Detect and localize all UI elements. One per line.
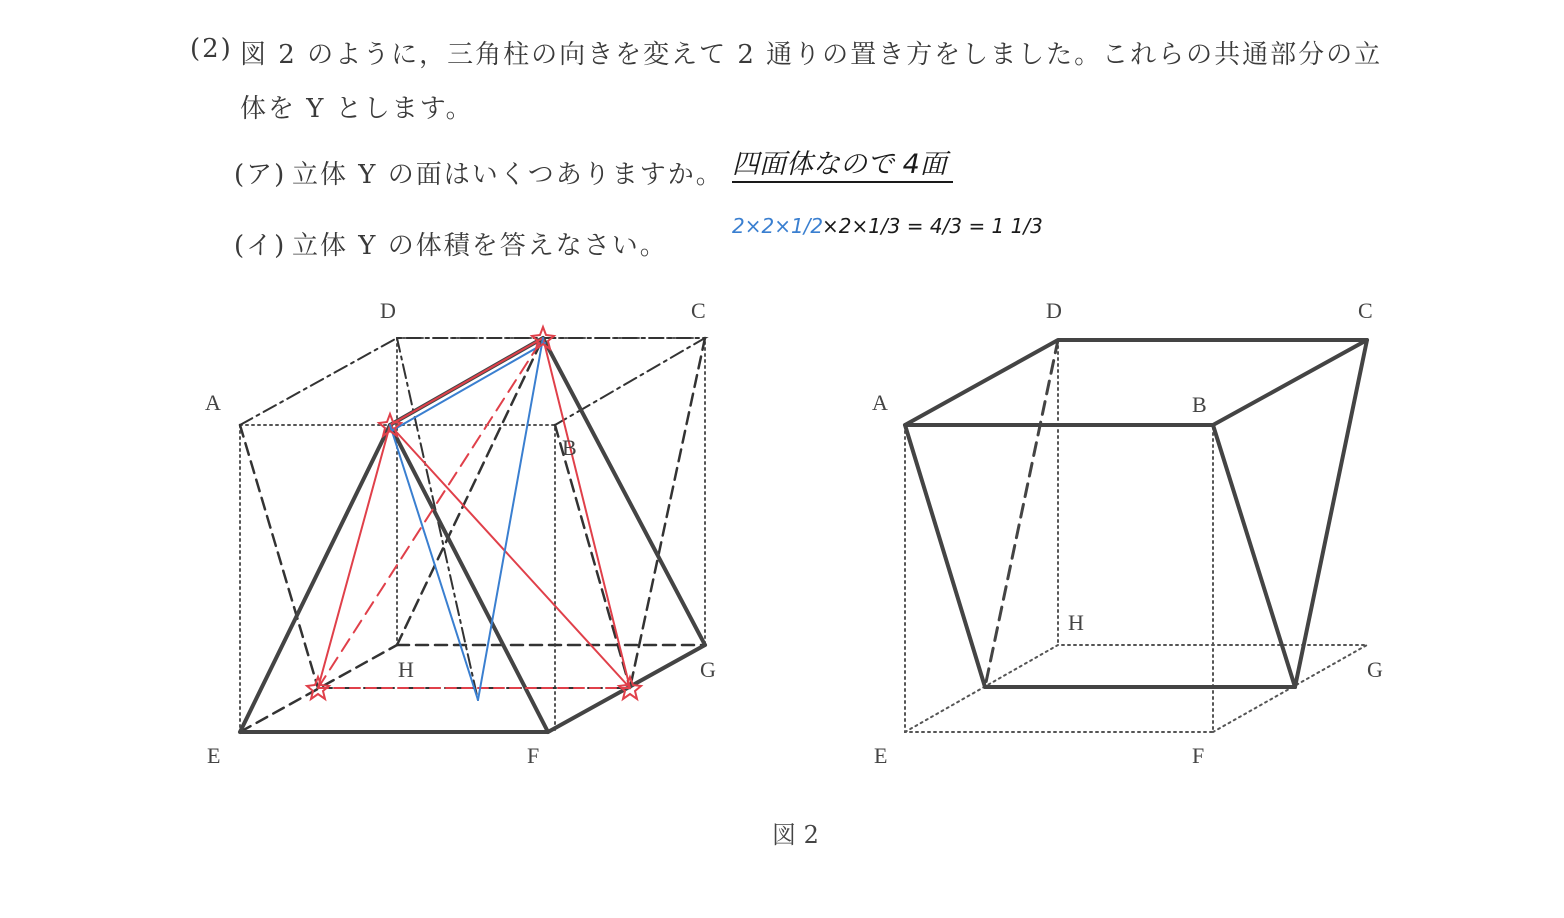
question-line-1: 図 2 のように，三角柱の向きを変えて 2 通りの置き方をしました。これらの共通部分の立: [240, 40, 1383, 70]
question-number: (2): [190, 34, 233, 64]
left-label-e: E: [207, 743, 221, 768]
right-dashed-edge: [985, 340, 1058, 687]
sub-b-label: (イ): [234, 231, 287, 261]
left-red-annotations: [318, 338, 630, 688]
left-label-a: A: [205, 390, 221, 415]
right-label-g: G: [1367, 657, 1383, 682]
right-label-h: H: [1068, 610, 1084, 635]
left-label-g: G: [700, 657, 716, 682]
right-label-c: C: [1358, 298, 1373, 323]
figure-caption: 図 2: [772, 821, 819, 849]
right-label-b: B: [1192, 392, 1207, 417]
sub-a-text: 立体 Y の面はいくつありますか。: [292, 160, 724, 190]
right-label-a: A: [872, 390, 888, 415]
left-label-b: B: [562, 435, 577, 460]
sub-a-label: (ア): [234, 160, 287, 190]
left-label-f: F: [527, 743, 540, 768]
right-label-d: D: [1046, 298, 1062, 323]
right-prism-solid: [905, 340, 1367, 687]
right-label-f: F: [1192, 743, 1205, 768]
sub-b-text: 立体 Y の体積を答えなさい。: [292, 231, 668, 261]
right-figure: [872, 298, 1383, 768]
sub-a-handwritten-answer: 四面体なので 4面: [732, 142, 953, 183]
left-label-c: C: [691, 298, 706, 323]
left-figure: [205, 298, 716, 768]
left-label-d: D: [380, 298, 396, 323]
sub-b-handwritten-blue: 2×2×1/2: [732, 214, 824, 238]
sub-b-handwritten-black: ×2×1/3 = 4/3 = 1 1/3: [822, 214, 1043, 238]
question-line-2: 体を Y とします。: [240, 94, 474, 124]
left-label-h: H: [398, 657, 414, 682]
right-label-e: E: [874, 743, 888, 768]
